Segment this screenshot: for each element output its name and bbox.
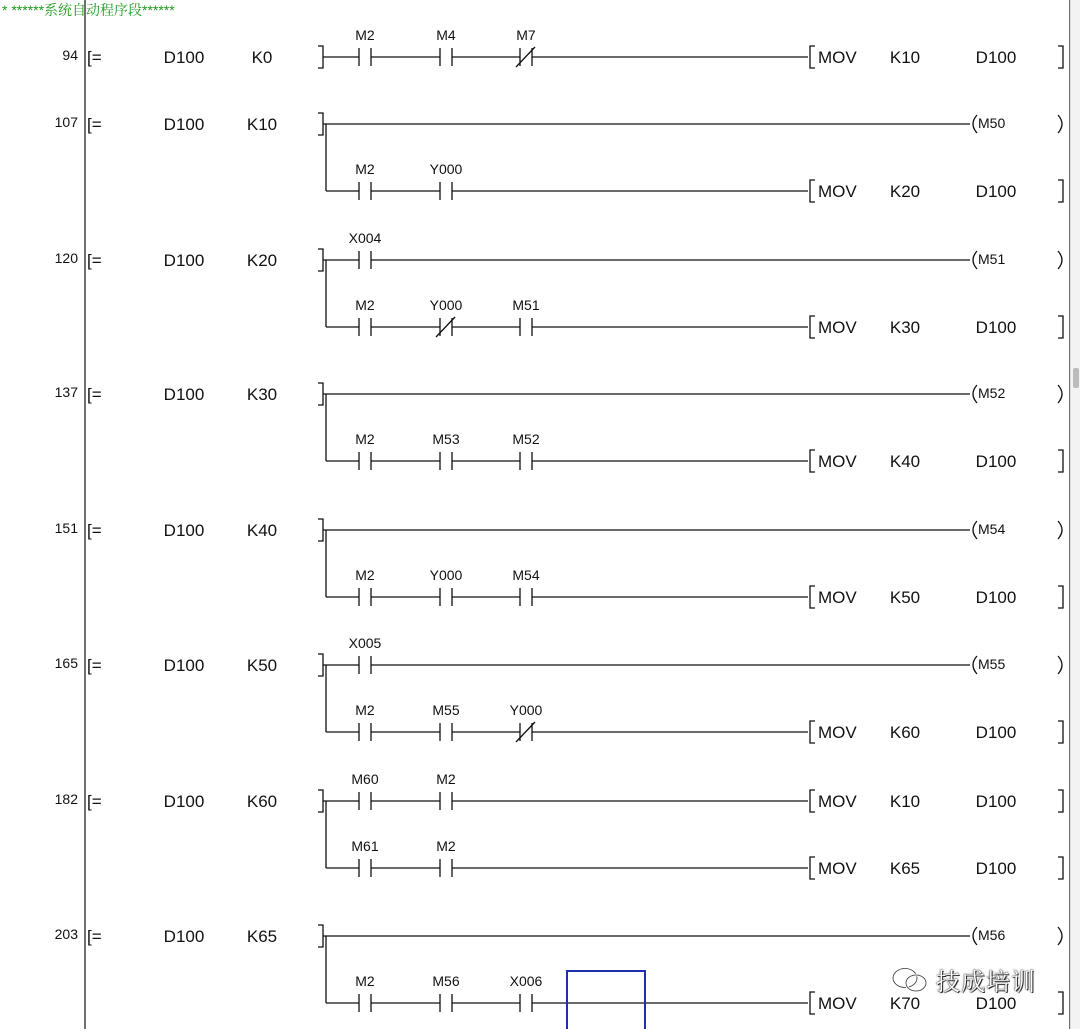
- step-number: 182: [54, 791, 78, 807]
- instruction-destination: D100: [975, 318, 1017, 337]
- rung-94: [62, 27, 1063, 68]
- instruction-mov[interactable]: [810, 46, 1063, 68]
- instruction-mov[interactable]: [810, 721, 1063, 743]
- compare-close-bracket: [318, 925, 323, 947]
- compare-close-bracket: [318, 790, 323, 812]
- watermark: [890, 962, 1036, 997]
- wechat-icon: [890, 965, 930, 995]
- instruction-close-bracket: [1058, 180, 1063, 202]
- coil-open-paren: [973, 385, 977, 403]
- contact-label: M2: [355, 973, 375, 989]
- compare-operator: [=: [87, 521, 102, 540]
- compare-close-bracket: [318, 383, 323, 405]
- no-contact-M52[interactable]: [512, 431, 539, 470]
- compare-source1: D100: [163, 115, 205, 134]
- instruction-destination: D100: [975, 48, 1017, 67]
- contact-label: M2: [436, 771, 456, 787]
- instruction-close-bracket: [1058, 721, 1063, 743]
- compare-source1: D100: [163, 656, 205, 675]
- instruction-mov[interactable]: [810, 586, 1063, 608]
- contact-label: M61: [351, 838, 379, 854]
- coil-close-paren: [1058, 385, 1062, 403]
- compare-operator: [=: [87, 927, 102, 946]
- coil-open-paren: [973, 521, 977, 539]
- compare-close-bracket: [318, 519, 323, 541]
- coil-label: M55: [978, 656, 1006, 672]
- contact-label: M2: [436, 838, 456, 854]
- instruction-close-bracket: [1058, 586, 1063, 608]
- no-contact-M2[interactable]: [436, 771, 456, 810]
- step-number: 94: [62, 47, 78, 63]
- instruction-mov[interactable]: [810, 790, 1063, 812]
- coil-label: M56: [978, 927, 1006, 943]
- no-contact-M53[interactable]: [432, 431, 459, 470]
- compare-source1: D100: [163, 792, 205, 811]
- compare-close-bracket: [318, 249, 323, 271]
- instruction-open-bracket: [810, 992, 815, 1014]
- instruction-opcode: MOV: [818, 723, 857, 742]
- scrollbar-thumb[interactable]: [1073, 368, 1079, 388]
- contact-label: X006: [509, 973, 543, 989]
- no-contact-M51[interactable]: [512, 297, 539, 336]
- no-contact-M54[interactable]: [512, 567, 539, 606]
- contact-label: Y000: [509, 702, 543, 718]
- compare-operator: [=: [87, 48, 102, 67]
- compare-source2: K40: [246, 521, 278, 540]
- contact-label: M7: [516, 27, 536, 43]
- no-contact-M2[interactable]: [355, 702, 375, 741]
- compare-source2: K60: [246, 792, 278, 811]
- instruction-close-bracket: [1058, 992, 1063, 1014]
- contact-label: M54: [512, 567, 540, 583]
- contact-label: X004: [348, 230, 382, 246]
- instruction-open-bracket: [810, 46, 815, 68]
- instruction-opcode: MOV: [818, 452, 857, 471]
- contact-label: Y000: [429, 297, 463, 313]
- rung-137: [55, 383, 1063, 472]
- instruction-destination: D100: [975, 588, 1017, 607]
- contact-label: M2: [355, 27, 375, 43]
- contact-label: Y000: [429, 567, 463, 583]
- instruction-close-bracket: [1058, 790, 1063, 812]
- output-coil-M50[interactable]: [973, 115, 1062, 133]
- instruction-close-bracket: [1058, 46, 1063, 68]
- contact-label: Y000: [429, 161, 463, 177]
- contact-label: M60: [351, 771, 379, 787]
- coil-open-paren: [973, 656, 977, 674]
- rung-165: [55, 635, 1063, 743]
- coil-label: M51: [978, 251, 1006, 267]
- coil-label: M52: [978, 385, 1006, 401]
- instruction-destination: D100: [975, 182, 1017, 201]
- contact-label: X005: [348, 635, 382, 651]
- compare-source1: D100: [163, 48, 205, 67]
- coil-close-paren: [1058, 521, 1062, 539]
- no-contact-X006[interactable]: [510, 973, 543, 1012]
- instruction-opcode: MOV: [818, 792, 857, 811]
- compare-source1: D100: [163, 385, 205, 404]
- instruction-opcode: MOV: [818, 994, 857, 1013]
- instruction-opcode: MOV: [818, 48, 857, 67]
- instruction-open-bracket: [810, 721, 815, 743]
- contact-label: M2: [355, 431, 375, 447]
- instruction-open-bracket: [810, 180, 815, 202]
- no-contact-M2[interactable]: [436, 838, 456, 877]
- contact-label: M2: [355, 297, 375, 313]
- output-coil-M55[interactable]: [973, 656, 1062, 674]
- no-contact-Y000[interactable]: [430, 567, 463, 606]
- coil-open-paren: [973, 251, 977, 269]
- instruction-destination: D100: [975, 859, 1017, 878]
- coil-close-paren: [1058, 656, 1062, 674]
- compare-source1: D100: [163, 927, 205, 946]
- contact-label: M52: [512, 431, 540, 447]
- rung-182: [55, 771, 1063, 879]
- step-number: 151: [54, 520, 78, 536]
- instruction-opcode: MOV: [818, 318, 857, 337]
- no-contact-M56[interactable]: [432, 973, 459, 1012]
- output-coil-M51[interactable]: [973, 251, 1062, 269]
- output-coil-M54[interactable]: [973, 521, 1062, 539]
- program-comment: * ******系统自动程序段******: [2, 2, 175, 18]
- instruction-mov[interactable]: [810, 450, 1063, 472]
- instruction-open-bracket: [810, 316, 815, 338]
- instruction-source: K40: [889, 452, 921, 471]
- instruction-opcode: MOV: [818, 859, 857, 878]
- no-contact-M2[interactable]: [355, 161, 375, 200]
- selection-cursor[interactable]: [567, 971, 645, 1029]
- instruction-close-bracket: [1058, 316, 1063, 338]
- watermark-text: 技成培训: [936, 968, 1036, 996]
- contact-label: M2: [355, 161, 375, 177]
- instruction-source: K10: [889, 792, 921, 811]
- instruction-opcode: MOV: [818, 588, 857, 607]
- no-contact-M60[interactable]: [351, 771, 378, 810]
- contact-label: M51: [512, 297, 540, 313]
- contact-label: M2: [355, 567, 375, 583]
- compare-close-bracket: [318, 113, 323, 135]
- instruction-open-bracket: [810, 790, 815, 812]
- coil-close-paren: [1058, 251, 1062, 269]
- contact-label: M56: [432, 973, 460, 989]
- instruction-mov[interactable]: [810, 316, 1063, 338]
- no-contact-M2[interactable]: [355, 431, 375, 470]
- compare-source2: K20: [246, 251, 278, 270]
- no-contact-M55[interactable]: [432, 702, 459, 741]
- instruction-open-bracket: [810, 450, 815, 472]
- coil-close-paren: [1058, 115, 1062, 133]
- step-number: 165: [54, 655, 78, 671]
- no-contact-X004[interactable]: [349, 230, 382, 269]
- coil-label: M50: [978, 115, 1006, 131]
- step-number: 120: [54, 250, 78, 266]
- instruction-source: K10: [889, 48, 921, 67]
- coil-open-paren: [973, 115, 977, 133]
- nc-contact-Y000[interactable]: [510, 702, 543, 742]
- rung-120: [55, 230, 1063, 338]
- no-contact-Y000[interactable]: [430, 161, 463, 200]
- step-number: 137: [54, 384, 78, 400]
- no-contact-M61[interactable]: [351, 838, 378, 877]
- instruction-destination: D100: [975, 723, 1017, 742]
- instruction-destination: D100: [975, 994, 1017, 1013]
- contact-label: M55: [432, 702, 460, 718]
- vertical-scrollbar[interactable]: [1070, 0, 1080, 1029]
- rung-list: [55, 27, 1063, 1014]
- coil-label: M54: [978, 521, 1006, 537]
- compare-close-bracket: [318, 46, 323, 68]
- instruction-source: K30: [889, 318, 921, 337]
- compare-close-bracket: [318, 654, 323, 676]
- instruction-destination: D100: [975, 792, 1017, 811]
- instruction-source: K20: [889, 182, 921, 201]
- instruction-source: K60: [889, 723, 921, 742]
- contact-label: M2: [355, 702, 375, 718]
- compare-source2: K65: [246, 927, 278, 946]
- instruction-source: K50: [889, 588, 921, 607]
- instruction-destination: D100: [975, 452, 1017, 471]
- compare-operator: [=: [87, 656, 102, 675]
- compare-source2: K50: [246, 656, 278, 675]
- instruction-source: K65: [889, 859, 921, 878]
- no-contact-M2[interactable]: [355, 297, 375, 336]
- compare-operator: [=: [87, 385, 102, 404]
- instruction-open-bracket: [810, 857, 815, 879]
- compare-operator: [=: [87, 792, 102, 811]
- no-contact-X005[interactable]: [349, 635, 382, 674]
- coil-open-paren: [973, 927, 977, 945]
- contact-label: M53: [432, 431, 460, 447]
- instruction-close-bracket: [1058, 857, 1063, 879]
- rung-151: [55, 519, 1063, 608]
- compare-operator: [=: [87, 115, 102, 134]
- instruction-close-bracket: [1058, 450, 1063, 472]
- instruction-mov[interactable]: [810, 180, 1063, 202]
- nc-contact-Y000[interactable]: [430, 297, 463, 337]
- output-coil-M56[interactable]: [973, 927, 1062, 945]
- step-number: 107: [54, 114, 78, 130]
- instruction-opcode: MOV: [818, 182, 857, 201]
- compare-operator: [=: [87, 251, 102, 270]
- contact-label: M4: [436, 27, 456, 43]
- rung-107: [55, 113, 1063, 202]
- step-number: 203: [54, 926, 78, 942]
- compare-source2: K30: [246, 385, 278, 404]
- no-contact-M2[interactable]: [355, 27, 375, 66]
- compare-source1: D100: [163, 251, 205, 270]
- nc-contact-M7[interactable]: [516, 27, 536, 67]
- instruction-source: K70: [889, 994, 921, 1013]
- compare-source2: K10: [246, 115, 278, 134]
- no-contact-M2[interactable]: [355, 973, 375, 1012]
- no-contact-M2[interactable]: [355, 567, 375, 606]
- instruction-mov[interactable]: [810, 857, 1063, 879]
- output-coil-M52[interactable]: [973, 385, 1062, 403]
- compare-source1: D100: [163, 521, 205, 540]
- compare-source2: K0: [251, 48, 273, 67]
- instruction-open-bracket: [810, 586, 815, 608]
- coil-close-paren: [1058, 927, 1062, 945]
- no-contact-M4[interactable]: [436, 27, 456, 66]
